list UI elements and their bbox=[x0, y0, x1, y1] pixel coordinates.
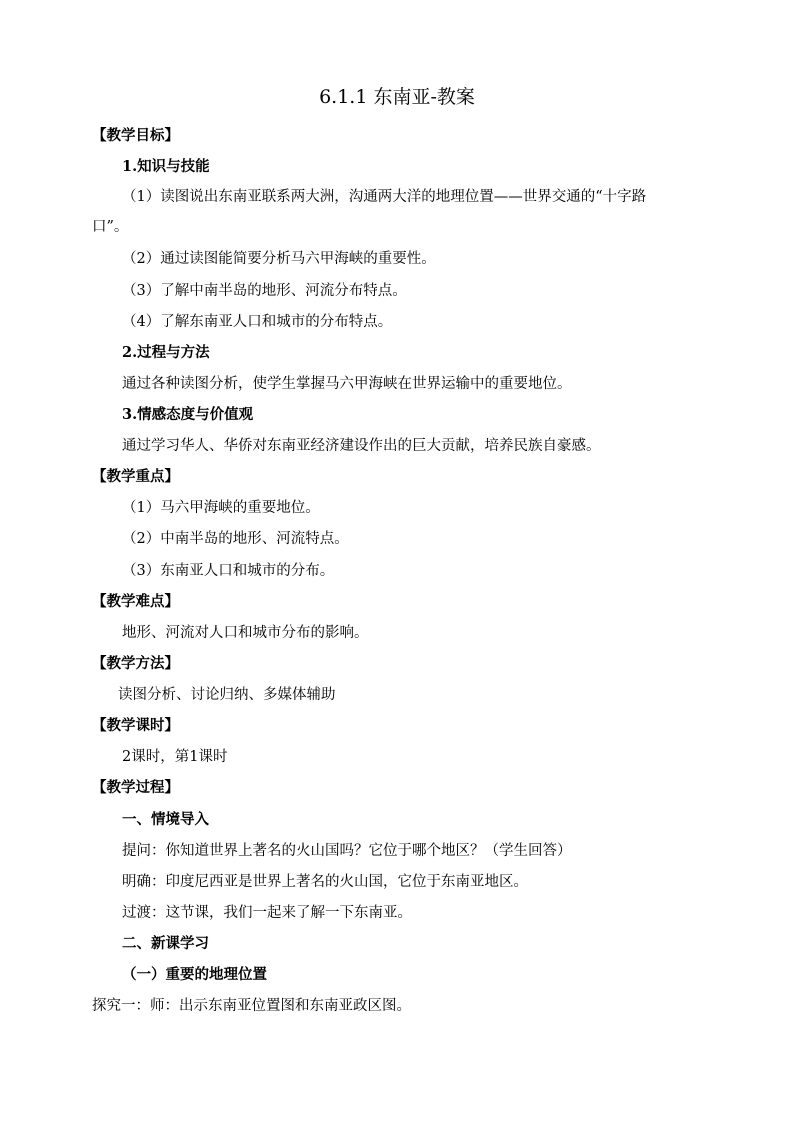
document-title: 6.1.1 东南亚-教案 bbox=[319, 86, 475, 108]
methods-text: 读图分析、讨论归纳、多媒体辅助 bbox=[118, 687, 336, 703]
key-point-item-2: （2）中南半岛的地形、河流特点。 bbox=[122, 531, 349, 547]
attitude-values-heading: 3.情感态度与价值观 bbox=[122, 406, 254, 423]
difficulties-heading: 【教学难点】 bbox=[92, 593, 179, 610]
situation-intro-heading: 一、情境导入 bbox=[122, 811, 209, 828]
transition-text: 过渡：这节课，我们一起来了解一下东南亚。 bbox=[122, 905, 412, 921]
difficulties-text: 地形、河流对人口和城市分布的影响。 bbox=[122, 625, 369, 641]
answer-text: 明确：印度尼西亚是世界上著名的火山国，它位于东南亚地区。 bbox=[122, 874, 528, 890]
objective-item-1: （1）读图说出东南亚联系两大洲，沟通两大洋的地理位置——世界交通的“十字路 bbox=[122, 189, 647, 205]
key-point-item-3: （3）东南亚人口和城市的分布。 bbox=[122, 563, 335, 579]
new-lesson-heading: 二、新课学习 bbox=[122, 935, 209, 952]
geographic-location-heading: （一）重要的地理位置 bbox=[122, 966, 267, 983]
exploration-one-text: 探究一：师：出示东南亚位置图和东南亚政区图。 bbox=[92, 998, 411, 1014]
key-point-item-1: （1）马六甲海峡的重要地位。 bbox=[122, 500, 320, 516]
hours-text: 2课时，第1课时 bbox=[122, 749, 228, 765]
objective-item-3: （3）了解中南半岛的地形、河流分布特点。 bbox=[122, 283, 407, 299]
objective-item-4: （4）了解东南亚人口和城市的分布特点。 bbox=[122, 314, 393, 330]
attitude-values-text: 通过学习华人、华侨对东南亚经济建设作出的巨大贡献，培养民族自豪感。 bbox=[122, 438, 601, 454]
process-method-heading: 2.过程与方法 bbox=[122, 344, 210, 361]
knowledge-skills-heading: 1.知识与技能 bbox=[122, 158, 210, 175]
process-heading: 【教学过程】 bbox=[92, 779, 179, 796]
process-method-text: 通过各种读图分析，使学生掌握马六甲海峡在世界运输中的重要地位。 bbox=[122, 376, 572, 392]
methods-heading: 【教学方法】 bbox=[92, 655, 179, 672]
key-points-heading: 【教学重点】 bbox=[92, 468, 179, 485]
objective-item-2: （2）通过读图能简要分析马六甲海峡的重要性。 bbox=[122, 251, 436, 267]
question-text: 提问：你知道世界上著名的火山国吗？它位于哪个地区？（学生回答） bbox=[122, 843, 572, 859]
objectives-heading: 【教学目标】 bbox=[92, 127, 179, 144]
objective-item-1-continued: 口”。 bbox=[92, 219, 129, 235]
hours-heading: 【教学课时】 bbox=[92, 717, 179, 734]
